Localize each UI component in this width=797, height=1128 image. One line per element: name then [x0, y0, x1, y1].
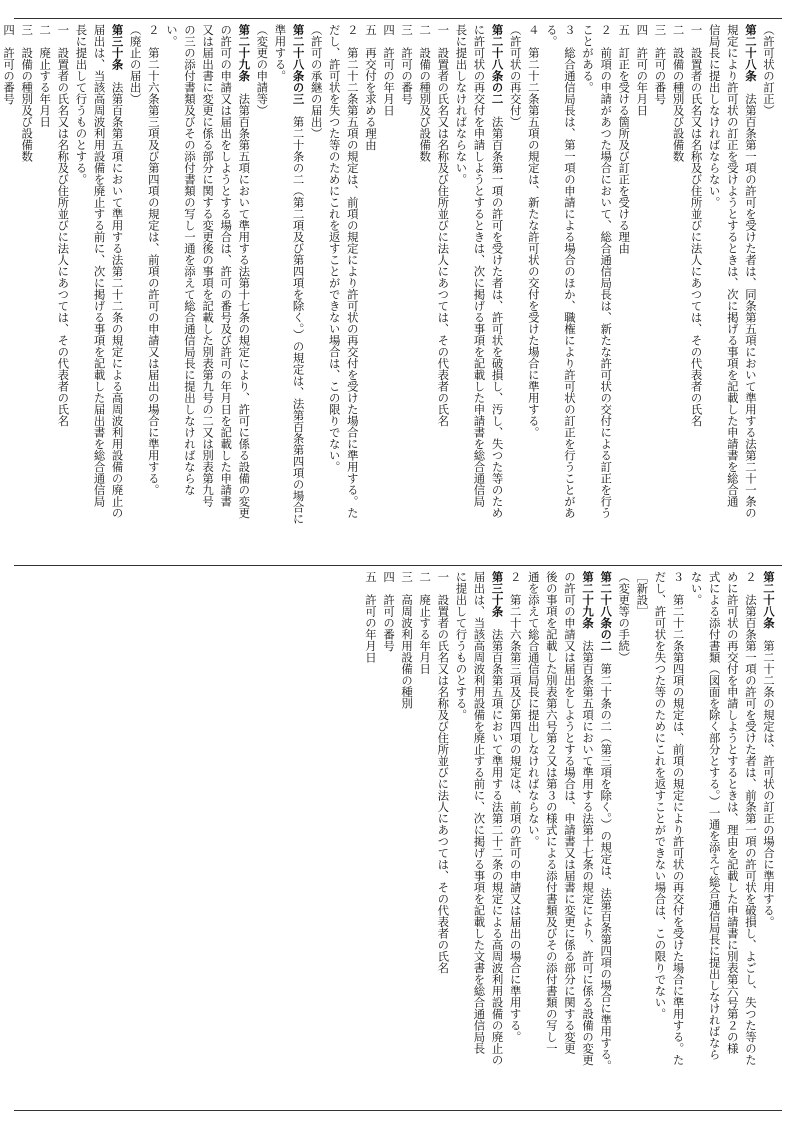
text-segment: だし、許可状を失つた等のためにこれを返すことができない場合は、この限りでない。 [327, 24, 342, 473]
text-segment: 三 高周波利用設備の種別 [400, 571, 415, 709]
text-line [597, 24, 615, 560]
text-segment: 法第百条第五項において準用する法第二十二条の規定による高周波利用設備の廃止の [110, 70, 125, 519]
text-segment: に許可状の再交付を申請しようとするときは、次に掲げる事項を記載した申請書を総合通信局 [472, 24, 487, 507]
text-line [398, 24, 416, 560]
current-text-panel [14, 571, 782, 1105]
text-segment: 二 設備の種別及び設備数 [418, 24, 433, 162]
text-line [398, 571, 416, 1105]
text-line [308, 24, 326, 560]
text-line [706, 24, 724, 560]
text-line [36, 24, 54, 560]
text-segment: 通を添えて総合通信局長に提出しなければならない。 [526, 571, 541, 847]
text-segment: （許可状の再交付） [508, 24, 523, 128]
text-segment: 一 設置者の氏名又は名称及び住所並びに法人にあつては、その代表者の氏名 [436, 571, 451, 974]
text-line [579, 24, 597, 560]
text-segment: ない。 [689, 571, 704, 606]
text-segment: 第二十二条の規定は、許可状の訂正の場合に準用する。 [762, 628, 776, 928]
text-segment: 五 再交付を求める理由 [363, 24, 378, 151]
text-line [416, 24, 434, 560]
text-segment: 一 設置者の氏名又は名称及び住所並びに法人にあつては、その代表者の氏名 [689, 24, 704, 427]
text-line [489, 24, 507, 560]
middle-rule [14, 565, 782, 566]
text-segment: 法第百条第一項の許可を受けた者は、許可状を破損し、汚し、失つた等のため [490, 104, 505, 519]
article-heading: 第二十八条の二 [490, 24, 505, 105]
text-line [470, 571, 488, 1105]
text-segment: 一 設置者の氏名又は名称及び住所並びに法人にあつては、その代表者の氏名 [56, 24, 71, 427]
article-heading: 第三十条 [110, 24, 125, 70]
text-segment: だし、許可状を失つた等のためにこれを返すことができない場合は、この限りでない。 [653, 571, 668, 1020]
text-line [615, 24, 633, 560]
text-line [742, 24, 760, 560]
text-segment: 五 訂正を受ける箇所及び訂正を受ける理由 [617, 24, 632, 254]
text-segment: 二 廃止する年月日 [418, 571, 433, 675]
text-segment: （許可の承継の届出） [309, 24, 324, 139]
text-line [217, 24, 235, 560]
text-line [597, 571, 615, 1105]
text-line [561, 24, 579, 560]
text-segment: い。 [164, 24, 179, 47]
text-line [271, 24, 289, 560]
text-segment: ２ 法第百条第一項の許可を受けた者は、前条第一項の許可状を破損し、よごし、失つた等のた [743, 571, 758, 1066]
text-line [633, 571, 651, 1105]
text-line [380, 571, 398, 1105]
text-line [434, 24, 452, 560]
text-line [416, 571, 434, 1105]
text-line [54, 24, 72, 560]
text-line [706, 571, 724, 1105]
article-heading: 第二十八条 [762, 571, 776, 629]
text-line [181, 24, 199, 560]
text-segment: 法第百条第一項の許可を受けた者は、同条第五項において準用する法第二十一条の [743, 81, 758, 519]
text-line [633, 24, 651, 560]
text-segment: 四 許可の年月日 [382, 24, 397, 116]
text-line [651, 24, 669, 560]
text-line [109, 24, 127, 560]
text-segment: 三 設備の種別及び設備数 [20, 24, 35, 162]
text-segment: ［新設］ [635, 571, 650, 617]
text-segment: 式による添付書類（図面を除く部分とする。）一通を添えて総合通信局長に提出しなければなら [707, 571, 722, 1060]
article-heading: 第二十九条 [237, 24, 252, 82]
text-line [669, 24, 687, 560]
text-segment: ２ 第二十六条第三項及び第四項の規定は、前項の許可の申請又は届出の場合に準用する。 [146, 24, 161, 496]
text-segment: （廃止の届出） [128, 24, 143, 105]
text-line [235, 24, 253, 560]
text-line [470, 24, 488, 560]
text-line [651, 571, 669, 1105]
text-segment: 第二十条の二（第三項を除く。）の規定は、法第百条第四項の場合に準用する。 [599, 651, 614, 1072]
text-segment: の三の添付書類及びその添付書類の写し一通を添えて総合通信局長に提出しなければならな [183, 24, 197, 496]
text-line [543, 24, 561, 560]
text-segment: 四 許可の番号 [2, 24, 17, 105]
text-line [561, 571, 579, 1105]
text-segment: に提出して行うものとする。 [454, 571, 469, 721]
text-line [452, 24, 470, 560]
article-heading: 第二十八条 [743, 24, 758, 82]
text-segment: 後の事項を記載した別表第六号第２又は第３の様式による添付書類及びその添付書類の写し一 [544, 571, 559, 1054]
text-segment: （変更の申請等） [255, 24, 270, 116]
text-line [199, 24, 217, 560]
text-segment: 長に提出しなければならない。 [454, 24, 469, 185]
text-line [507, 24, 525, 560]
text-line [724, 24, 742, 560]
text-line [688, 24, 706, 560]
text-segment: ３ 総合通信局長は、第一項の申請による場合のほか、職権により許可状の訂正を行うことがあ [562, 24, 577, 519]
text-line [90, 24, 108, 560]
text-line [145, 24, 163, 560]
text-line [525, 571, 543, 1105]
text-line [543, 571, 561, 1105]
text-segment: る。 [544, 24, 559, 47]
text-segment: 三 許可の番号 [400, 24, 415, 105]
text-line [434, 571, 452, 1105]
text-line [525, 24, 543, 560]
text-segment: 届出は、当該高周波利用設備を廃止する前に、次に掲げる事項を記載した届出書を総合通信局 [92, 24, 107, 507]
text-line [362, 24, 380, 560]
article-heading: 第二十八条の三 [291, 24, 306, 105]
article-heading: 第二十九条 [581, 571, 596, 629]
text-line [724, 571, 742, 1105]
text-line [452, 571, 470, 1105]
text-segment: 四 許可の年月日 [635, 24, 650, 116]
article-heading: 第二十八条の二 [599, 571, 614, 652]
text-segment: 又は届出書に変更に係る部分に関する変更後の事項を記載した別表第九号の二又は別表第九号 [201, 24, 216, 507]
text-segment: （許可状の訂正） [762, 24, 776, 116]
text-line [380, 24, 398, 560]
bottom-rule [14, 1110, 782, 1111]
text-line [615, 571, 633, 1105]
text-segment: 準用する。 [273, 24, 288, 82]
text-line [163, 24, 181, 560]
text-segment: 三 許可の番号 [653, 24, 668, 105]
text-segment: ２ 前項の申請があつた場合において、総合通信局長は、新たな許可状の交付による訂正を行う [599, 24, 614, 519]
text-line [489, 571, 507, 1105]
text-line [72, 24, 90, 560]
text-line [289, 24, 307, 560]
text-segment: 五 許可の年月日 [363, 571, 378, 663]
text-line [344, 24, 362, 560]
text-segment: の許可の申請又は届出をしようとする場合は、申請書又は届書に変更に係る部分に関する変更 [562, 571, 577, 1054]
text-segment: ３ 第二十二条第四項の規定は、前項の規定により許可状の再交付を受けた場合に準用する。た [671, 571, 686, 1066]
text-segment: 法第百条第五項において準用する法第十七条の規定により、許可に係る設備の変更 [237, 81, 252, 519]
text-segment: 信局長に提出しなければならない。 [707, 24, 722, 208]
text-line [688, 571, 706, 1105]
text-segment: 第二十条の二（第二項及び第四項を除く。）の規定は、法第百条第四項の場合に [291, 104, 306, 525]
text-segment: 四 許可の番号 [382, 571, 397, 652]
text-segment: 一 設置者の氏名又は名称及び住所並びに法人にあつては、その代表者の氏名 [436, 24, 451, 427]
text-segment: 法第百条第五項において準用する法第二十二条の規定による高周波利用設備の廃止の [490, 617, 505, 1066]
text-segment: ことがある。 [581, 24, 596, 93]
text-segment: ４ 第二十二条第五項の規定は、新たな許可状の交付を受けた場合に準用する。 [526, 24, 541, 438]
text-segment: 届出は、当該高周波利用設備を廃止する前に、次に掲げる事項を記載した文書を総合通信局長 [472, 571, 487, 1054]
text-line [742, 571, 760, 1105]
text-line [760, 571, 778, 1105]
text-segment: （変更等の手続） [617, 571, 632, 663]
current-text-column [362, 571, 778, 1105]
text-segment: ２ 第二十六条第三項及び第四項の規定は、前項の許可の申請又は届出の場合に準用する。 [508, 571, 523, 1043]
text-line [507, 571, 525, 1105]
text-segment: の許可の申請又は届出をしようとする場合は、許可の番号及び許可の年月日を記載した申請書 [219, 24, 234, 507]
text-line [760, 24, 778, 560]
text-line [362, 571, 380, 1105]
text-segment: めに許可状の再交付を申請しようとするときは、理由を記載した申請書に別表第六号第２の様 [725, 571, 740, 1054]
revised-text-column [0, 24, 778, 560]
text-line [579, 571, 597, 1105]
text-line [18, 24, 36, 560]
text-line [253, 24, 271, 560]
text-segment: 二 設備の種別及び設備数 [671, 24, 686, 162]
text-segment: ２ 第二十二条第五項の規定は、前項の規定により許可状の再交付を受けた場合に準用する。た [345, 24, 360, 519]
text-line [669, 571, 687, 1105]
text-segment: 二 廃止する年月日 [38, 24, 53, 128]
text-segment: 長に提出して行うものとする。 [74, 24, 89, 185]
text-line [326, 24, 344, 560]
text-line [0, 24, 18, 560]
text-segment: 規定により許可状の訂正を受けようとするときは、次に掲げる事項を記載した申請書を総合通 [725, 24, 740, 507]
revised-text-panel [2, 24, 782, 560]
text-line [127, 24, 145, 560]
top-rule [14, 18, 782, 19]
article-heading: 第三十条 [490, 571, 505, 617]
text-segment: 法第百条第五項において準用する法第十七条の規定により、許可に係る設備の変更 [581, 628, 596, 1066]
